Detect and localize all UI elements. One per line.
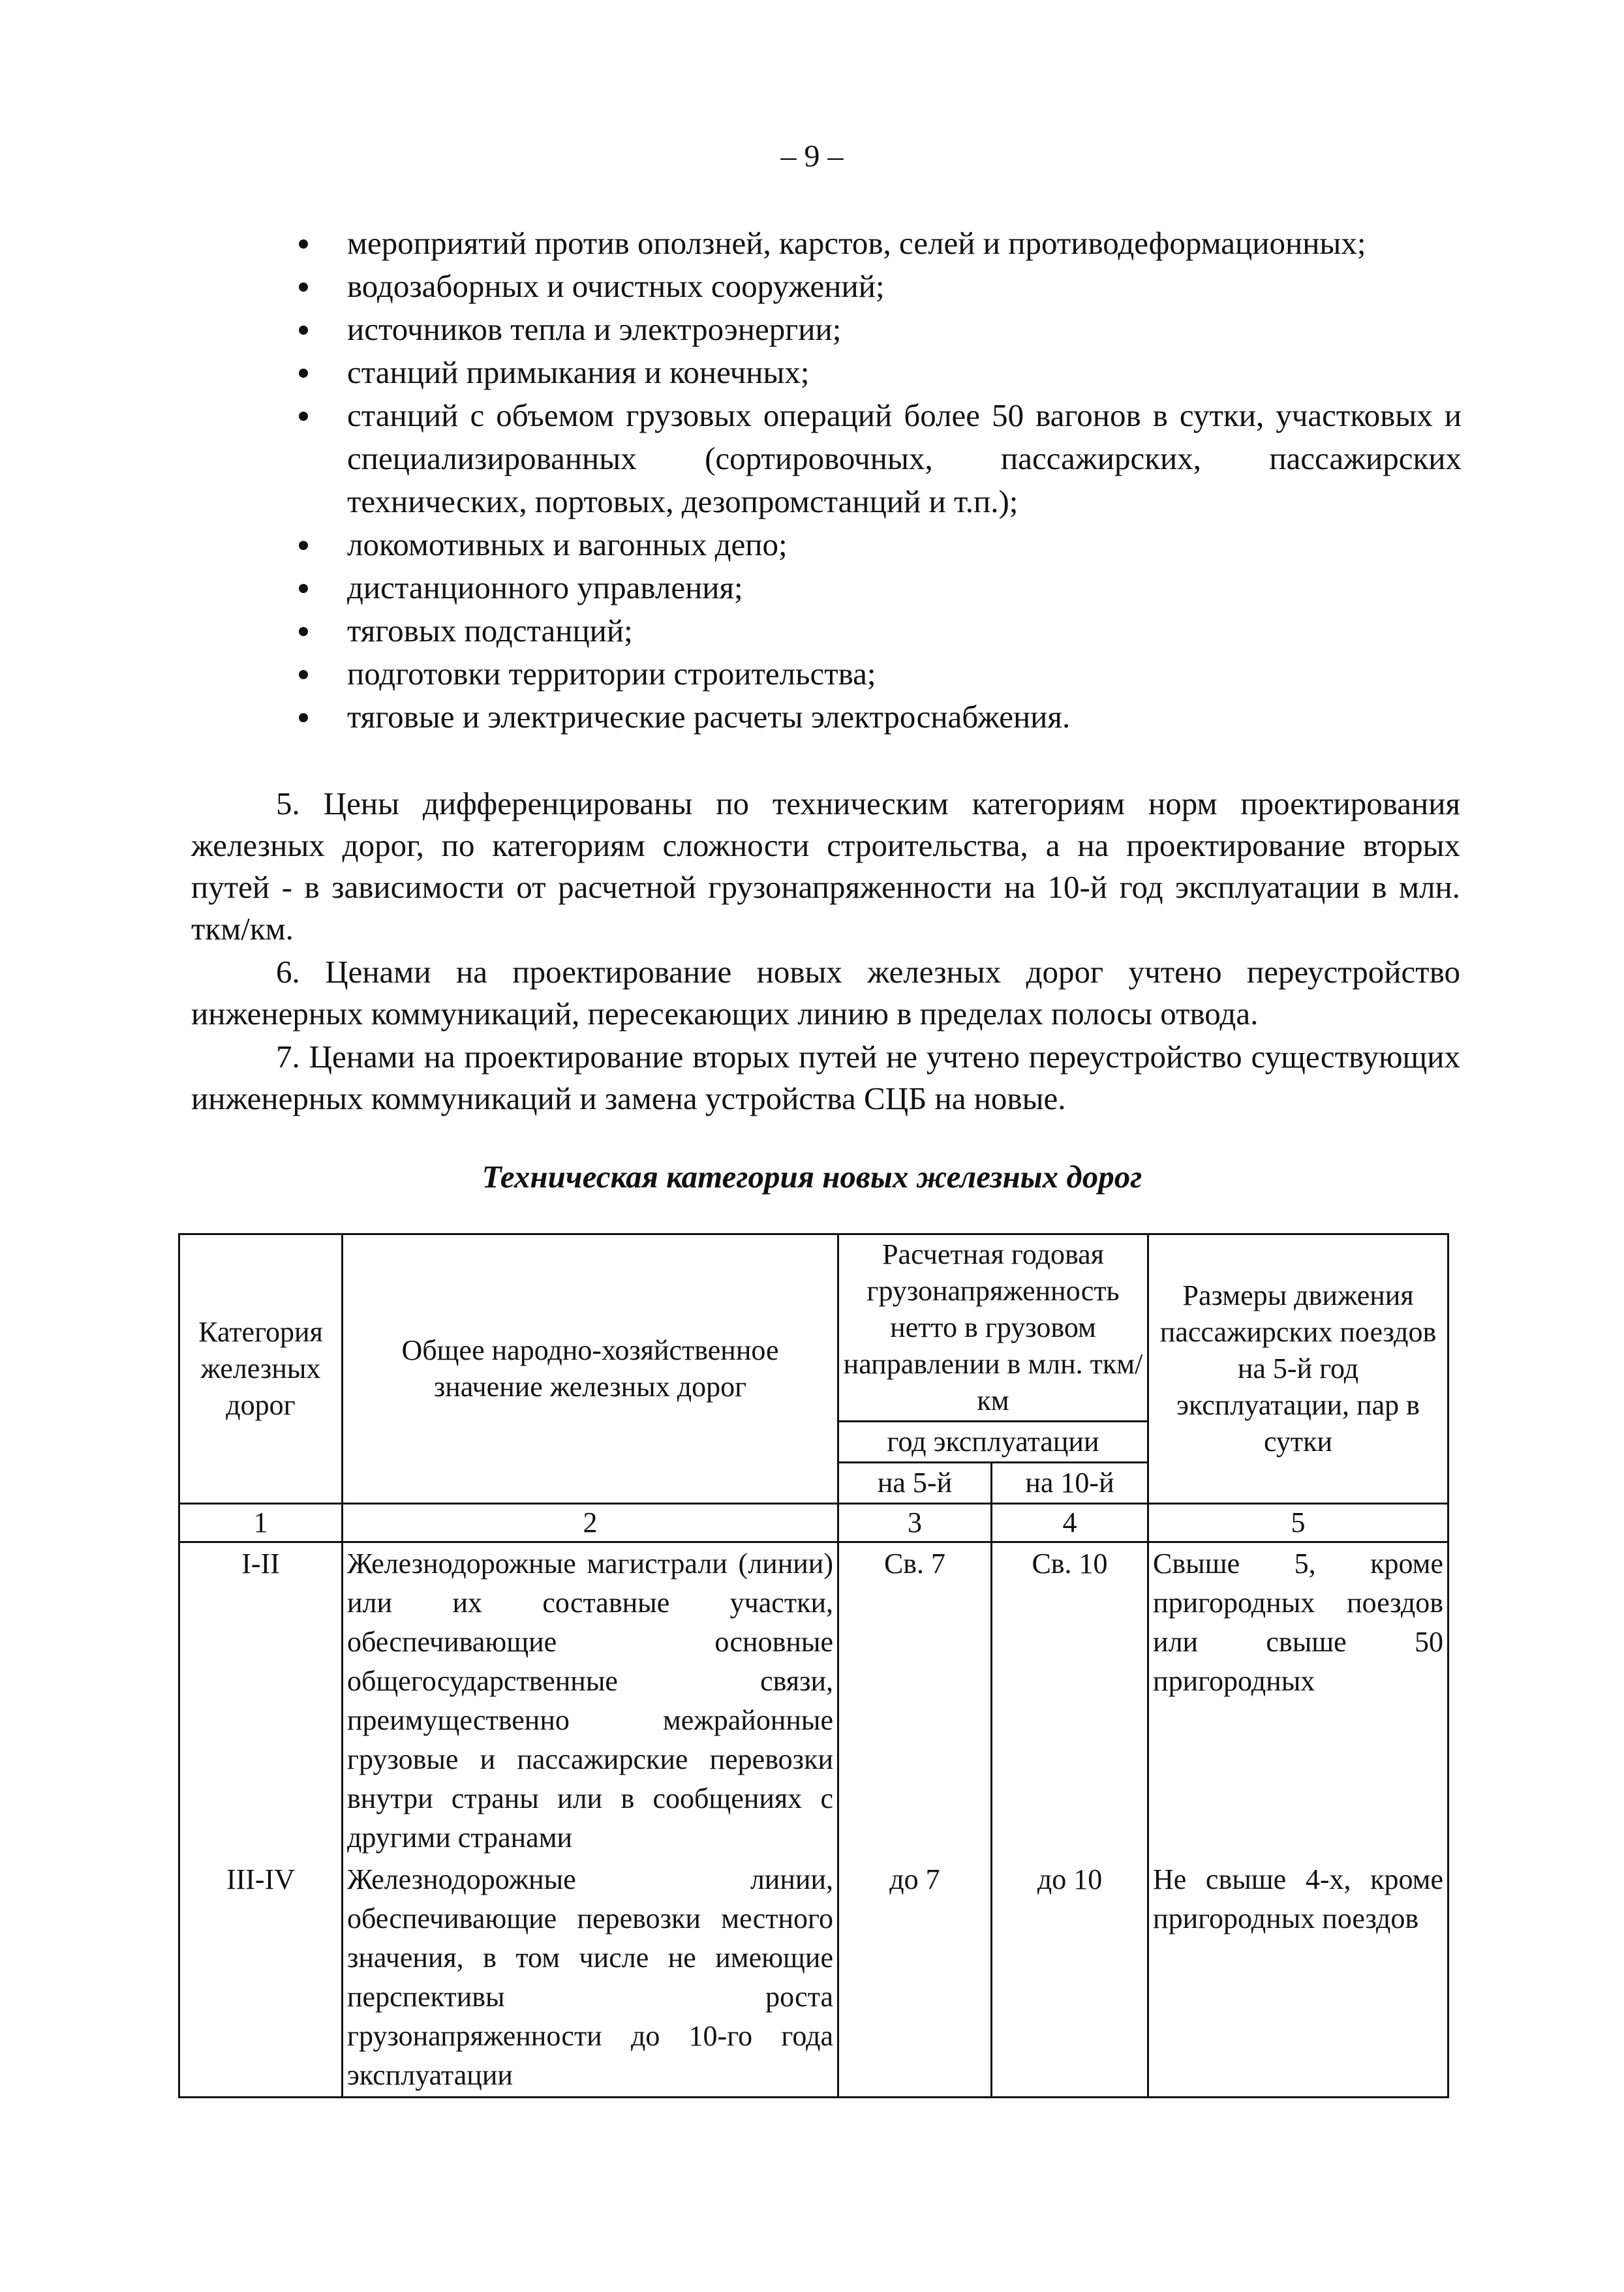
row-year5: до 7 <box>838 1859 992 2098</box>
paragraph-7: 7. Ценами на проектирование вторых путей не учтено переустройство существующих инженерных коммуникаций и замена устройства СЦБ на новые. <box>191 1039 1460 1116</box>
column-number: 2 <box>343 1504 838 1542</box>
table-row <box>179 1859 1448 2098</box>
bullet-item: мероприятий против оползней, карстов, селей и противодеформационных; <box>287 222 1462 265</box>
bullet-item: источников тепла и электроэнергии; <box>287 308 1462 351</box>
bullet-item: тяговые и электрические расчеты электроснабжения. <box>287 695 1462 739</box>
bullet-item: подготовки территории строительства; <box>287 652 1462 695</box>
row-significance: Железнодорожные магистрали (линии) или их составные участки, обеспечивающие основные общегосударственные связи, преимущественно межрайонные грузовые и пассажирские перевозки внутри страны или в сообщениях с другими странами <box>343 1542 838 1859</box>
header-significance: Общее народно-хозяйственное значение железных дорог <box>343 1234 838 1504</box>
table-title: Техническая категория новых железных дорог <box>482 1159 1142 1195</box>
header-year10: на 10-й <box>992 1463 1148 1504</box>
header-year5: на 5-й <box>838 1463 992 1504</box>
row-year5: Св. 7 <box>838 1542 992 1859</box>
table-row <box>179 1542 1448 1859</box>
header-passenger: Размеры движения пассажирских поездов на 5-й год эксплуатации, пар в сутки <box>1148 1234 1448 1504</box>
bullet-item: станций с объемом грузовых операций более 50 вагонов в сутки, участковых и специализированных (сортировочных, пассажирских, пассажирских технических, портовых, дезопромстанций и т.п.); <box>287 394 1462 523</box>
column-number: 3 <box>838 1504 992 1542</box>
row-significance: Железнодорожные линии, обеспечивающие перевозки местного значения, в том числе не имеющие перспективы роста грузонапряженности до 10-го года эксплуатации <box>343 1859 838 2098</box>
row-category: III-IV <box>179 1859 343 2098</box>
row-passenger: Не свыше 4-х, кроме пригородных поездов <box>1148 1859 1448 2098</box>
column-number-row <box>179 1504 1448 1542</box>
paragraph-6: 6. Ценами на проектирование новых железных дорог учтено переустройство инженерных коммуникаций, пересекающих линию в пределах полосы отвода. <box>191 954 1460 1031</box>
railway-category-table <box>178 1233 1449 2098</box>
row-year10: до 10 <box>992 1859 1148 2098</box>
column-number: 1 <box>179 1504 343 1542</box>
bullet-item: локомотивных и вагонных депо; <box>287 523 1462 566</box>
bullet-list <box>287 222 1462 739</box>
body-paragraphs <box>191 783 1460 1121</box>
page-number: – 9 – <box>780 139 844 174</box>
bullet-item: дистанционного управления; <box>287 566 1462 609</box>
paragraph-5: 5. Цены дифференцированы по техническим категориям норм проектирования железных дорог, по категориям сложности строительства, а на проектирование вторых путей - в зависимости от расчетной грузонапряженности на 10-й год эксплуатации в млн. ткм/км. <box>191 786 1460 947</box>
row-category: I-II <box>179 1542 343 1859</box>
header-freight: Расчетная годовая грузонапряженность нетто в грузовом направлении в млн. ткм/км <box>838 1234 1148 1422</box>
bullet-item: станций примыкания и конечных; <box>287 351 1462 394</box>
bullet-item: водозаборных и очистных сооружений; <box>287 265 1462 308</box>
column-number: 4 <box>992 1504 1148 1542</box>
header-year-of-operation: год эксплуатации <box>838 1422 1148 1463</box>
row-year10: Св. 10 <box>992 1542 1148 1859</box>
header-category: Категория железных дорог <box>179 1234 343 1504</box>
bullet-item: тяговых подстанций; <box>287 609 1462 652</box>
row-passenger: Свыше 5, кроме пригородных поездов или свыше 50 пригородных <box>1148 1542 1448 1859</box>
column-number: 5 <box>1148 1504 1448 1542</box>
